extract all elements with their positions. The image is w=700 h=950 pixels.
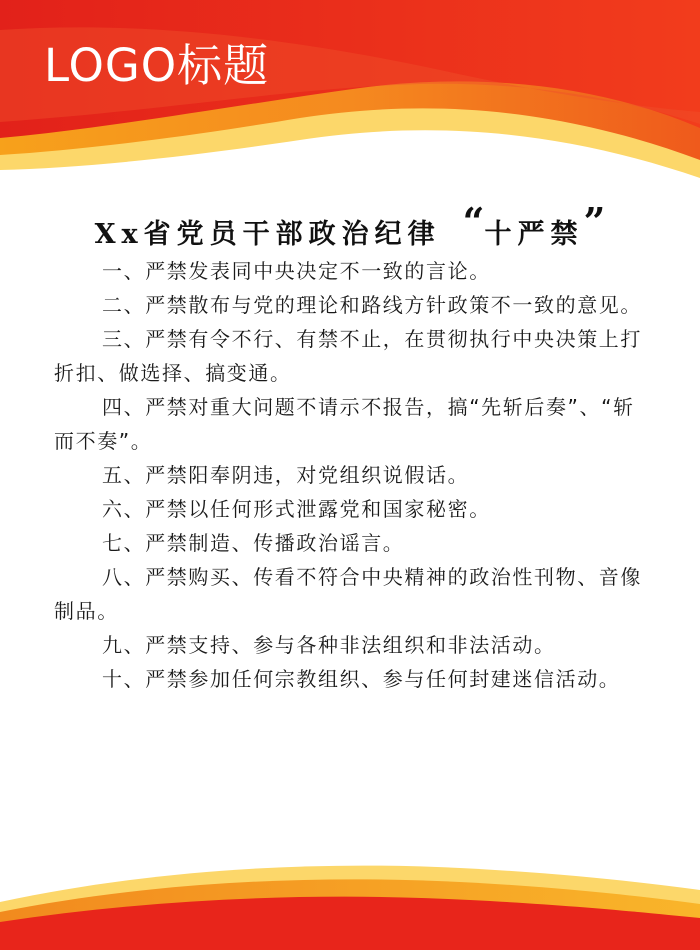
rule-item-9: 九、严禁支持、参与各种非法组织和非法活动。 bbox=[102, 633, 556, 657]
rule-item-10: 十、严禁参加任何宗教组织、参与任何封建迷信活动。 bbox=[102, 667, 621, 691]
rule-item-2: 二、严禁散布与党的理论和路线方针政策不一致的意见。 bbox=[102, 293, 642, 317]
rule-item-7: 七、严禁制造、传播政治谣言。 bbox=[102, 531, 405, 555]
title-quote-close: ” bbox=[583, 199, 606, 244]
rules-list bbox=[54, 254, 654, 696]
rule-item-4: 四、严禁对重大问题不请示不报告，搞“先斩后奏”、“斩而不奏”。 bbox=[54, 395, 635, 453]
rule-item-6: 六、严禁以任何形式泄露党和国家秘密。 bbox=[102, 497, 491, 521]
document-title-emphasis: 十严禁 bbox=[484, 219, 584, 250]
title-quote-open: “ bbox=[462, 199, 485, 244]
rule-item-5: 五、严禁阳奉阴违，对党组织说假话。 bbox=[102, 463, 470, 487]
logo-title: LOGO标题 bbox=[44, 39, 270, 92]
rule-item-8: 八、严禁购买、传看不符合中央精神的政治性刊物、音像制品。 bbox=[54, 565, 642, 623]
rule-item-1: 一、严禁发表同中央决定不一致的言论。 bbox=[102, 259, 491, 283]
bottom-wave-banner bbox=[0, 850, 700, 950]
document-title-main: Xx省党员干部政治纪律 bbox=[94, 219, 441, 250]
rule-item-3: 三、严禁有令不行、有禁不止，在贯彻执行中央决策上打折扣、做选择、搞变通。 bbox=[54, 327, 642, 385]
